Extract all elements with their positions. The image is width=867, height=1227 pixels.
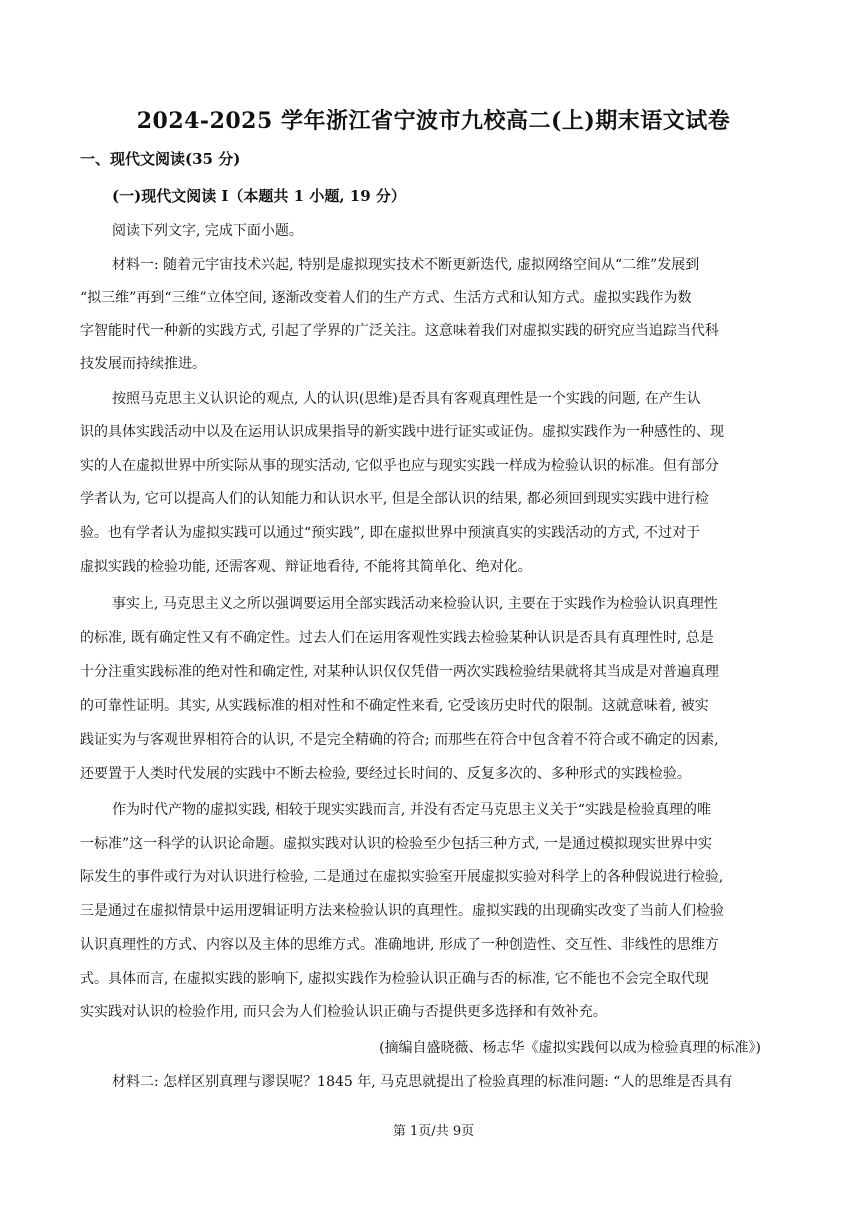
paragraph-line: 作为时代产物的虚拟实践, 相较于现实实践而言, 并没有否定马克思主义关于“实践是检验真理的唯 bbox=[112, 802, 711, 818]
paragraph-line: 材料一: 随着元宇宙技术兴起, 特别是虚拟现实技术不断更新迭代, 虚拟网络空间从“二维”发展到 bbox=[112, 257, 700, 273]
paragraph-line: 虚拟实践的检验功能, 还需客观、辩证地看待, 不能将其简单化、绝对化。 bbox=[80, 559, 532, 575]
paragraph-line: 的标准, 既有确定性又有不确定性。过去人们在运用客观性实践去检验某种认识是否具有真理性时, 总是 bbox=[80, 630, 714, 646]
section-heading: 一、现代文阅读(35 分) bbox=[80, 150, 241, 168]
paragraph-line: 一标准”这一科学的认识论命题。虚拟实践对认识的检验至少包括三种方式, 一是通过模拟现实世界中实 bbox=[80, 836, 713, 852]
paragraph-line: 按照马克思主义认识论的观点, 人的认识(思维)是否具有客观真理性是一个实践的问题, 在产生认 bbox=[112, 391, 701, 407]
paragraph-line: 验。也有学者认为虚拟实践可以通过“预实践”, 即在虚拟世界中预演真实的实践活动的方式, 不过对于 bbox=[80, 525, 701, 541]
paragraph-line: 学者认为, 它可以提高人们的认知能力和认识水平, 但是全部认识的结果, 都必须回到现实实践中进行检 bbox=[80, 491, 709, 507]
source-citation: (摘编自盛晓薇、杨志华《虚拟实践何以成为检验真理的标准》) bbox=[379, 1040, 761, 1056]
subsection-heading: (一)现代文阅读 I（本题共 1 小题, 19 分） bbox=[112, 187, 406, 205]
paragraph-line: 认识真理性的方式、内容以及主体的思维方式。准确地讲, 形成了一种创造性、交互性、非线性的思维方 bbox=[80, 937, 719, 953]
paragraph-line: 材料二: 怎样区别真理与谬误呢？1845 年, 马克思就提出了检验真理的标准问题: “人的思维是否具有 bbox=[112, 1074, 733, 1090]
paragraph-line: 十分注重实践标准的绝对性和确定性, 对某种认识仅仅凭借一两次实践检验结果就将其当成是对普遍真理 bbox=[80, 664, 719, 680]
paragraph-line: 践证实为与客观世界相符合的认识, 不是完全精确的符合; 而那些在符合中包含着不符合或不确定的因素, bbox=[80, 732, 719, 748]
paragraph-line: 事实上, 马克思主义之所以强调要运用全部实践活动来检验认识, 主要在于实践作为检验认识真理性 bbox=[112, 596, 718, 612]
page-title: 2024-2025 学年浙江省宁波市九校高二(上)期末语文试卷 bbox=[136, 108, 731, 134]
paragraph-line: 三是通过在虚拟情景中运用逻辑证明方法来检验认识的真理性。虚拟实践的出现确实改变了当前人们检验 bbox=[80, 903, 724, 919]
instruction-text: 阅读下列文字, 完成下面小题。 bbox=[112, 223, 303, 239]
paragraph-line: “拟三维”再到“三维”立体空间, 逐渐改变着人们的生产方式、生活方式和认知方式。虚拟实践作为数 bbox=[80, 290, 692, 306]
paragraph-line: 还要置于人类时代发展的实践中不断去检验, 要经过长时间的、反复多次的、多种形式的实践检验。 bbox=[80, 766, 691, 782]
paragraph-line: 实的人在虚拟世界中所实际从事的现实活动, 它似乎也应与现实实践一样成为检验认识的标准。但有部分 bbox=[80, 458, 719, 474]
paragraph-line: 式。具体而言, 在虚拟实践的影响下, 虚拟实践作为检验认识正确与否的标准, 它不能也不会完全取代现 bbox=[80, 971, 709, 987]
paragraph-line: 的可靠性证明。其实, 从实践标准的相对性和不确定性来看, 它受该历史时代的限制。这就意味着, 被实 bbox=[80, 698, 709, 714]
paragraph-line: 技发展而持续推进。 bbox=[80, 356, 206, 372]
paragraph-line: 字智能时代一种新的实践方式, 引起了学界的广泛关注。这意味着我们对虚拟实践的研究应当追踪当代科 bbox=[80, 323, 719, 339]
paragraph-line: 识的具体实践活动中以及在运用认识成果指导的新实践中进行证实或证伪。虚拟实践作为一种感性的、现 bbox=[80, 424, 724, 440]
page-number: 第 1页/共 9页 bbox=[392, 1124, 475, 1139]
paragraph-line: 际发生的事件或行为对认识进行检验, 二是通过在虚拟实验室开展虚拟实验对科学上的各种假说进行检验, bbox=[80, 869, 724, 885]
paragraph-line: 实实践对认识的检验作用, 而只会为人们检验认识正确与否提供更多选择和有效补充。 bbox=[80, 1004, 607, 1020]
